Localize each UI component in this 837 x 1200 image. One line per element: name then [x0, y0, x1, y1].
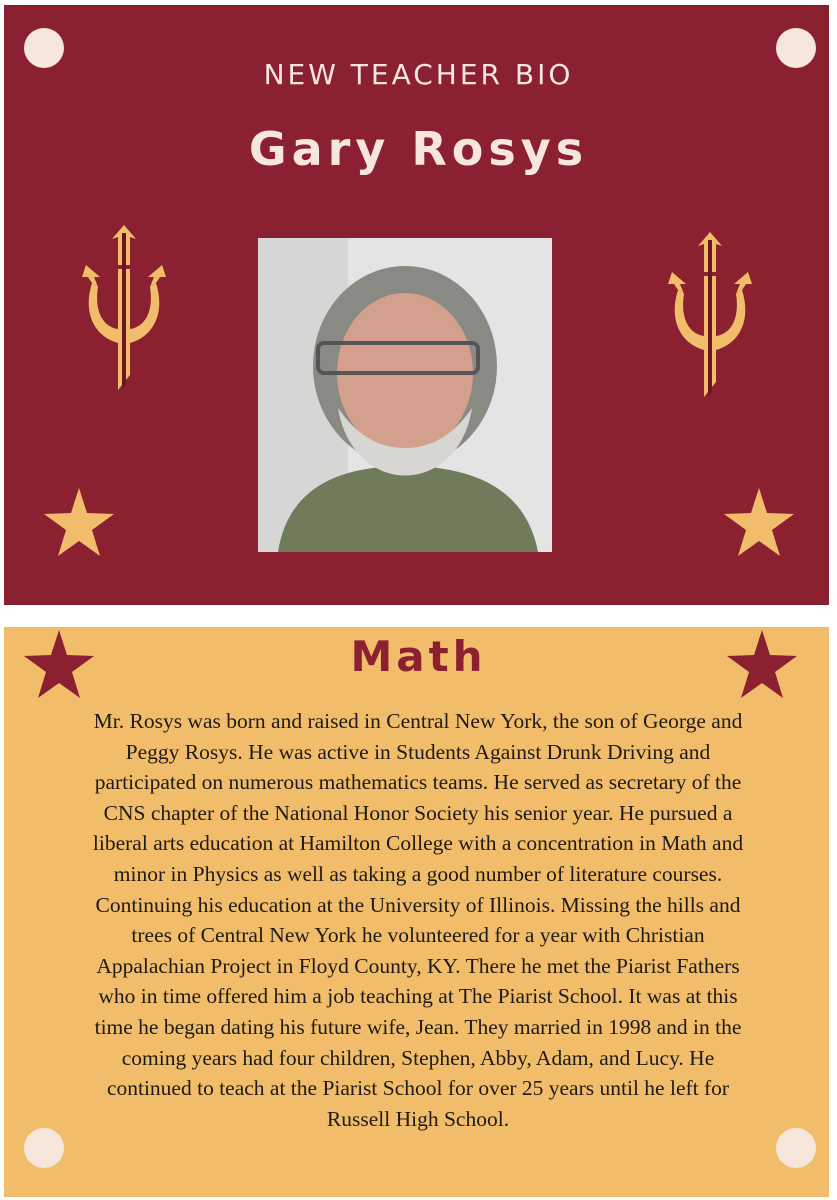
- star-icon: [44, 488, 114, 556]
- bio-paragraph: Mr. Rosys was born and raised in Central New York, the son of George and Peggy Rosys. He was active in Students Against Drunk Driving and participated on numerous mathematics teams. He served as secretary of the CNS chapter of the National Honor Society his senior year. He pursued a liberal arts education at Hamilton College with a concentration in Math and minor in Physics as well as taking a good number of literature courses. Continuing his education at the University of Illinois. Missing the hills and trees of Central New York he volunteered for a year with Christian Appalachian Project in Floyd County, KY. There he met the Piarist Fathers who in time offered him a job teaching at The Piarist School. It was at this time he began dating his future wife, Jean. They married in 1998 and in the coming years had four children, Stephen, Abby, Adam, and Lucy. He continued to teach at the Piarist School for over 25 years until he left for Russell High School.: [92, 709, 744, 1131]
- star-icon: [724, 488, 794, 556]
- pitchfork-icon: [78, 225, 170, 395]
- subject-heading: Math: [350, 632, 487, 681]
- page-eyebrow: NEW TEACHER BIO: [263, 58, 574, 91]
- pitchfork-icon: [664, 232, 756, 402]
- teacher-name: Gary Rosys: [248, 122, 589, 176]
- corner-dot-bottom-right: [776, 1128, 816, 1168]
- corner-dot-bottom-left: [24, 1128, 64, 1168]
- teacher-portrait-photo: [258, 238, 552, 552]
